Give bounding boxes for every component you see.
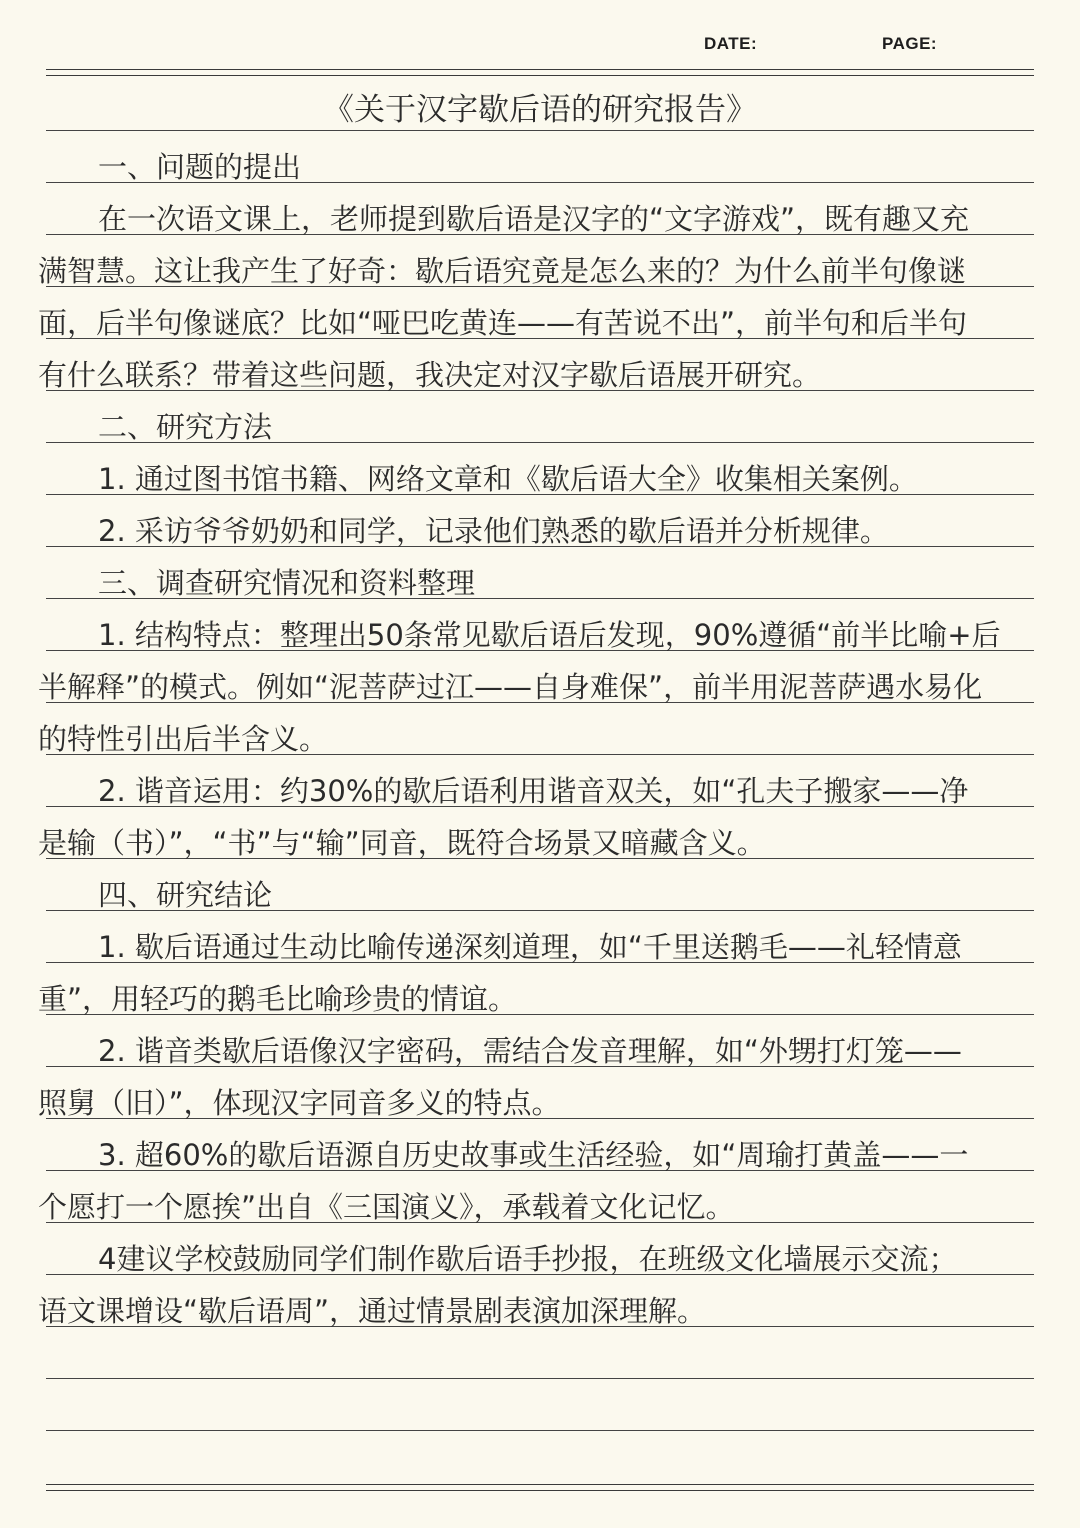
paragraph-line: 2. 谐音类歇后语像汉字密码，需结合发音理解，如“外甥打灯笼—— [98, 1034, 962, 1068]
paragraph-line: 是输（书）”，“书”与“输”同音，既符合场景又暗藏含义。 [38, 826, 766, 860]
paragraph-line: 1. 结构特点：整理出50条常见歇后语后发现，90%遵循“前半比喻+后 [98, 618, 1001, 652]
paragraph-line: 有什么联系？带着这些问题，我决定对汉字歇后语展开研究。 [38, 358, 822, 392]
top-rule-inner [46, 75, 1034, 76]
document-title: 《关于汉字歇后语的研究报告》 [323, 92, 757, 128]
paragraph-line: 满智慧。这让我产生了好奇：歇后语究竟是怎么来的？为什么前半句像谜 [38, 254, 967, 288]
paragraph-line: 半解释”的模式。例如“泥菩萨过江——自身难保”，前半用泥菩萨遇水易化 [38, 670, 983, 704]
top-rule [46, 69, 1034, 70]
paragraph-line: 4建议学校鼓励同学们制作歇后语手抄报，在班级文化墙展示交流； [98, 1242, 958, 1276]
paragraph-line: 2. 谐音运用：约30%的歇后语利用谐音双关，如“孔夫子搬家——净 [98, 774, 969, 808]
paragraph-line: 1. 歇后语通过生动比喻传递深刻道理，如“千里送鹅毛——礼轻情意 [98, 930, 962, 964]
paragraph-line: 2. 采访爷爷奶奶和同学，记录他们熟悉的歇后语并分析规律。 [98, 514, 889, 548]
date-label: DATE: [704, 34, 758, 53]
paragraph-line: 个愿打一个愿挨”出自《三国演义》，承载着文化记忆。 [38, 1190, 735, 1224]
section-heading-2: 二、研究方法 [98, 410, 273, 444]
bottom-rule-inner [46, 1490, 1034, 1491]
bottom-rule [46, 1484, 1034, 1485]
paragraph-line: 3. 超60%的歇后语源自历史故事或生活经验，如“周瑜打黄盖——一 [98, 1138, 969, 1172]
section-heading-3: 三、调查研究情况和资料整理 [98, 566, 476, 600]
paragraph-line: 面，后半句像谜底？比如“哑巴吃黄连——有苦说不出”，前半句和后半句 [38, 306, 968, 340]
section-heading-1: 一、问题的提出 [98, 150, 302, 184]
paragraph-line: 语文课增设“歇后语周”，通过情景剧表演加深理解。 [38, 1294, 707, 1328]
paragraph-line: 在一次语文课上，老师提到歇后语是汉字的“文字游戏”，既有趣又充 [98, 202, 970, 236]
paragraph-line: 照舅（旧）”，体现汉字同音多义的特点。 [38, 1086, 561, 1120]
paragraph-line: 1. 通过图书馆书籍、网络文章和《歇后语大全》收集相关案例。 [98, 462, 918, 496]
paragraph-line: 的特性引出后半含义。 [38, 722, 329, 756]
section-heading-4: 四、研究结论 [98, 878, 273, 912]
paragraph-line: 重”，用轻巧的鹅毛比喻珍贵的情谊。 [38, 982, 518, 1016]
page-label: PAGE: [882, 34, 938, 53]
